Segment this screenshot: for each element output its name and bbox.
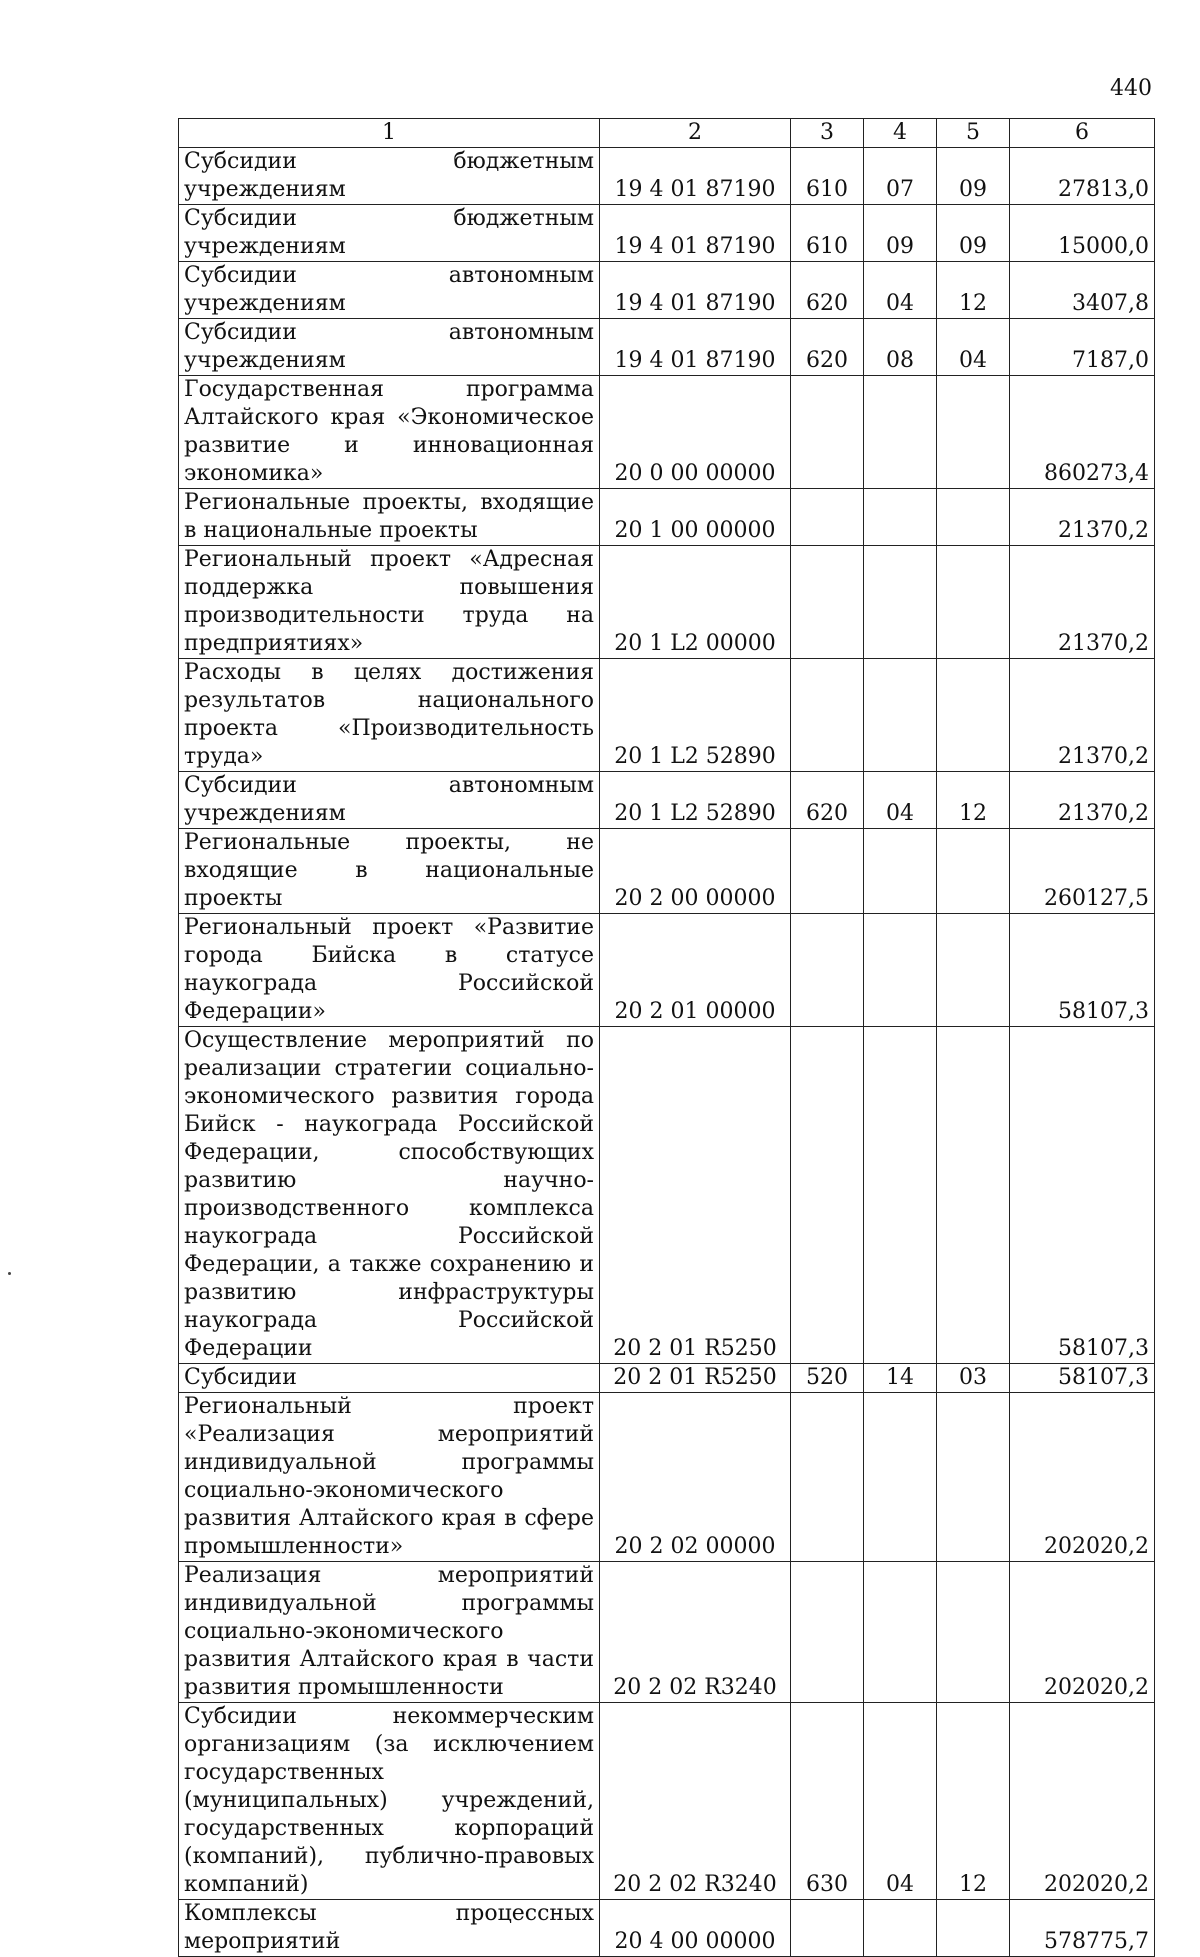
cell-amount: 27813,0	[1010, 148, 1155, 205]
table-row	[179, 205, 1155, 262]
table-body	[179, 148, 1155, 1957]
cell-amount: 202020,2	[1010, 1703, 1155, 1900]
cell-amount: 7187,0	[1010, 319, 1155, 376]
cell-amount: 58107,3	[1010, 914, 1155, 1027]
cell-name: Региональные проекты, входящие в национальные проекты	[179, 489, 600, 546]
cell-c5	[937, 546, 1010, 659]
cell-amount: 21370,2	[1010, 659, 1155, 772]
table-row	[179, 1364, 1155, 1393]
cell-c4: 08	[864, 319, 937, 376]
cell-name: Региональный проект «Развитие города Бийска в статусе наукограда Российской Федерации»	[179, 914, 600, 1027]
cell-c5: 09	[937, 205, 1010, 262]
table-row	[179, 772, 1155, 829]
column-header: 2	[600, 119, 791, 148]
page-number: 440	[1110, 76, 1152, 101]
table-row	[179, 319, 1155, 376]
cell-c4	[864, 489, 937, 546]
cell-c3	[791, 376, 864, 489]
column-header: 6	[1010, 119, 1155, 148]
table-row	[179, 1027, 1155, 1364]
scan-dot	[8, 1272, 11, 1275]
table-row	[179, 1562, 1155, 1703]
column-header: 4	[864, 119, 937, 148]
table-row	[179, 659, 1155, 772]
cell-c4	[864, 376, 937, 489]
cell-c4	[864, 829, 937, 914]
cell-amount: 860273,4	[1010, 376, 1155, 489]
table-row	[179, 1703, 1155, 1900]
table-row	[179, 1900, 1155, 1957]
cell-name: Субсидии бюджетным учреждениям	[179, 205, 600, 262]
cell-code: 19 4 01 87190	[600, 148, 791, 205]
cell-code: 20 1 L2 52890	[600, 772, 791, 829]
cell-c4	[864, 1027, 937, 1364]
cell-name: Субсидии бюджетным учреждениям	[179, 148, 600, 205]
cell-amount: 21370,2	[1010, 489, 1155, 546]
cell-code: 19 4 01 87190	[600, 319, 791, 376]
cell-c3	[791, 1027, 864, 1364]
cell-amount: 15000,0	[1010, 205, 1155, 262]
cell-name: Субсидии некоммерческим организациям (за исключением государственных (муниципальных) учреждений, государственных корпораций (компаний), публично-правовых компаний)	[179, 1703, 600, 1900]
cell-c3: 610	[791, 205, 864, 262]
table-row	[179, 148, 1155, 205]
cell-name: Субсидии автономным учреждениям	[179, 319, 600, 376]
cell-name: Реализация мероприятий индивидуальной программы социально-экономического развития Алтайского края в части развития промышленности	[179, 1562, 600, 1703]
cell-code: 19 4 01 87190	[600, 205, 791, 262]
cell-code: 20 0 00 00000	[600, 376, 791, 489]
table-row	[179, 829, 1155, 914]
cell-c4	[864, 1562, 937, 1703]
cell-c3	[791, 914, 864, 1027]
cell-code: 20 2 01 00000	[600, 914, 791, 1027]
cell-c4	[864, 546, 937, 659]
cell-code: 20 2 02 00000	[600, 1393, 791, 1562]
cell-c4	[864, 659, 937, 772]
cell-name: Осуществление мероприятий по реализации стратегии социально-экономического развития города Бийск - наукограда Российской Федерации, способствующих развитию научно-производственного комплекса наукограда Российской Федерации, а также сохранению и развитию инфраструктуры наукограда Российской Федерации	[179, 1027, 600, 1364]
cell-c3	[791, 1393, 864, 1562]
cell-code: 20 1 L2 00000	[600, 546, 791, 659]
cell-name: Региональные проекты, не входящие в национальные проекты	[179, 829, 600, 914]
cell-c3: 630	[791, 1703, 864, 1900]
cell-code: 20 1 L2 52890	[600, 659, 791, 772]
cell-c5	[937, 376, 1010, 489]
cell-code: 20 2 02 R3240	[600, 1703, 791, 1900]
column-header: 3	[791, 119, 864, 148]
cell-c5: 09	[937, 148, 1010, 205]
cell-c5: 03	[937, 1364, 1010, 1393]
cell-c4: 04	[864, 262, 937, 319]
cell-code: 20 1 00 00000	[600, 489, 791, 546]
column-header: 1	[179, 119, 600, 148]
cell-c5: 04	[937, 319, 1010, 376]
cell-c4	[864, 914, 937, 1027]
table-row	[179, 914, 1155, 1027]
cell-c4	[864, 1900, 937, 1957]
cell-amount: 58107,3	[1010, 1027, 1155, 1364]
cell-c4: 04	[864, 1703, 937, 1900]
cell-c5	[937, 659, 1010, 772]
cell-code: 19 4 01 87190	[600, 262, 791, 319]
cell-c3: 620	[791, 319, 864, 376]
table-header	[179, 119, 1155, 148]
table-row	[179, 546, 1155, 659]
cell-c3: 620	[791, 772, 864, 829]
cell-name: Субсидии автономным учреждениям	[179, 772, 600, 829]
cell-code: 20 2 02 R3240	[600, 1562, 791, 1703]
cell-c3	[791, 1900, 864, 1957]
cell-name: Государственная программа Алтайского края «Экономическое развитие и инновационная экономика»	[179, 376, 600, 489]
cell-c4: 14	[864, 1364, 937, 1393]
cell-c3: 620	[791, 262, 864, 319]
cell-name: Региональный проект «Адресная поддержка повышения производительности труда на предприятиях»	[179, 546, 600, 659]
cell-c3	[791, 1562, 864, 1703]
cell-amount: 3407,8	[1010, 262, 1155, 319]
cell-c5: 12	[937, 772, 1010, 829]
cell-c3	[791, 489, 864, 546]
cell-c5	[937, 489, 1010, 546]
cell-c3	[791, 546, 864, 659]
cell-amount: 202020,2	[1010, 1562, 1155, 1703]
cell-amount: 202020,2	[1010, 1393, 1155, 1562]
cell-amount: 58107,3	[1010, 1364, 1155, 1393]
cell-code: 20 2 00 00000	[600, 829, 791, 914]
cell-name: Региональный проект «Реализация мероприятий индивидуальной программы социально-экономического развития Алтайского края в сфере промышленности»	[179, 1393, 600, 1562]
cell-c5	[937, 1027, 1010, 1364]
cell-c5: 12	[937, 1703, 1010, 1900]
table-row	[179, 376, 1155, 489]
cell-c3	[791, 829, 864, 914]
cell-c4: 09	[864, 205, 937, 262]
cell-name: Расходы в целях достижения результатов национального проекта «Производительность труда»	[179, 659, 600, 772]
cell-code: 20 2 01 R5250	[600, 1027, 791, 1364]
table-row	[179, 262, 1155, 319]
cell-name: Субсидии автономным учреждениям	[179, 262, 600, 319]
cell-code: 20 2 01 R5250	[600, 1364, 791, 1393]
cell-name: Субсидии	[179, 1364, 600, 1393]
cell-c5	[937, 1900, 1010, 1957]
cell-amount: 21370,2	[1010, 546, 1155, 659]
cell-c3	[791, 659, 864, 772]
cell-c4: 04	[864, 772, 937, 829]
cell-c5: 12	[937, 262, 1010, 319]
cell-amount: 260127,5	[1010, 829, 1155, 914]
cell-code: 20 4 00 00000	[600, 1900, 791, 1957]
cell-c3: 610	[791, 148, 864, 205]
table-row	[179, 1393, 1155, 1562]
cell-c5	[937, 1393, 1010, 1562]
cell-amount: 578775,7	[1010, 1900, 1155, 1957]
cell-c5	[937, 1562, 1010, 1703]
cell-c5	[937, 829, 1010, 914]
cell-c3: 520	[791, 1364, 864, 1393]
header-row	[179, 119, 1155, 148]
cell-c5	[937, 914, 1010, 1027]
cell-c4: 07	[864, 148, 937, 205]
cell-c4	[864, 1393, 937, 1562]
column-header: 5	[937, 119, 1010, 148]
table-row	[179, 489, 1155, 546]
budget-table	[178, 118, 1155, 1957]
cell-amount: 21370,2	[1010, 772, 1155, 829]
cell-name: Комплексы процессных мероприятий	[179, 1900, 600, 1957]
